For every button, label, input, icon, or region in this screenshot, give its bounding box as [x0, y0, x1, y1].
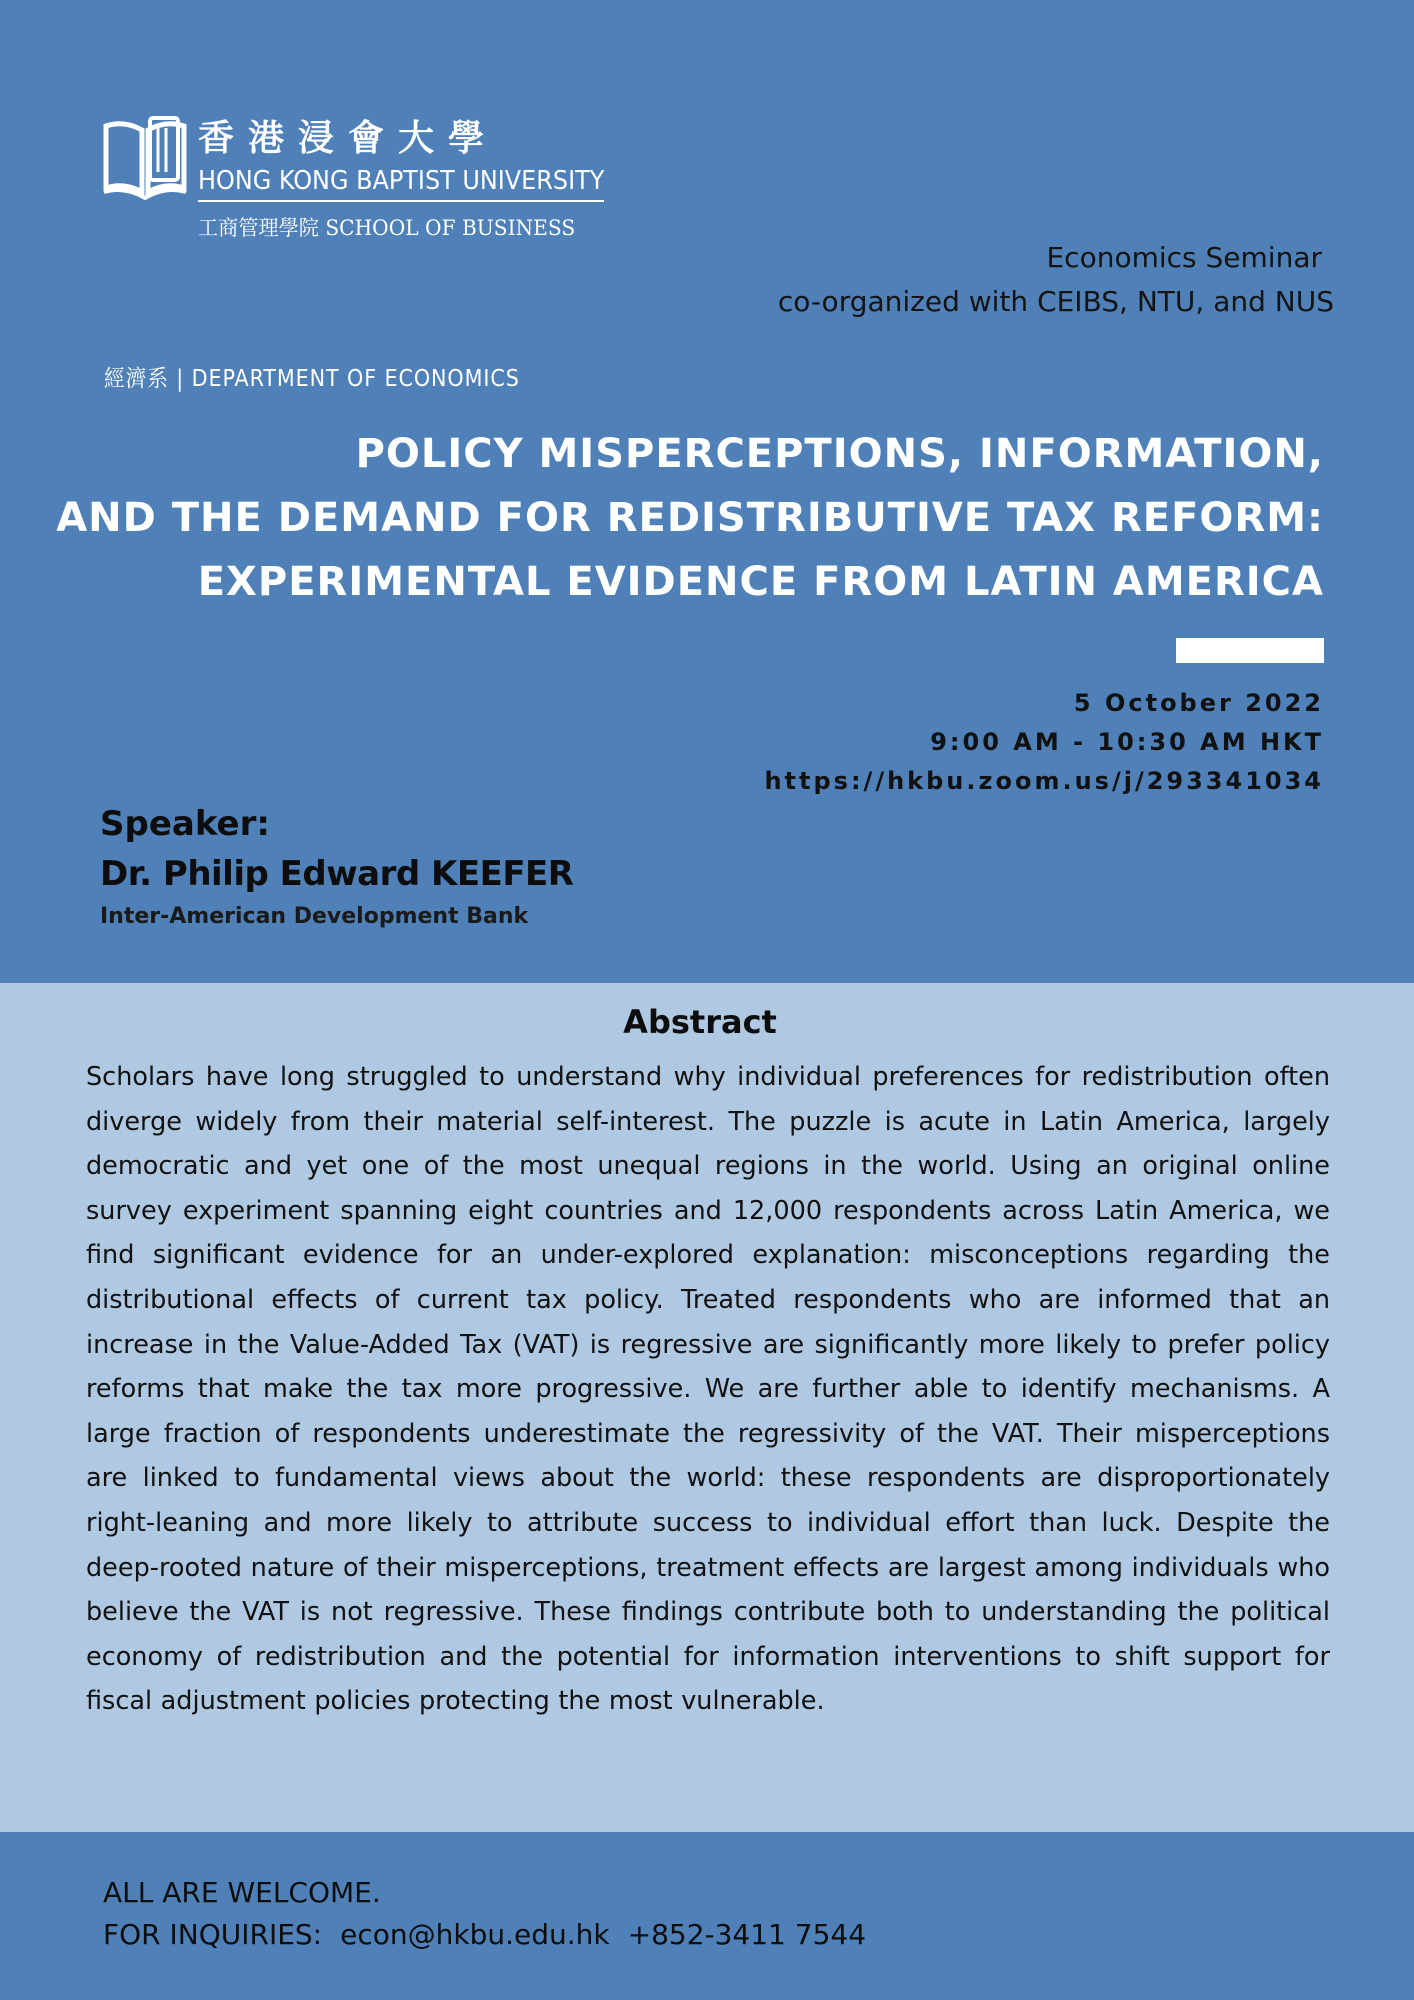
welcome-text: ALL ARE WELCOME.	[103, 1876, 381, 1909]
logo-divider	[198, 200, 604, 202]
contact-phone: +852-3411 7544	[627, 1918, 867, 1951]
speaker-block	[100, 800, 573, 934]
seminar-type: Economics Seminar	[1046, 241, 1322, 274]
event-date: 5 October 2022	[1073, 689, 1324, 717]
inquiries-label: FOR INQUIRIES:	[103, 1918, 323, 1951]
seminar-title	[24, 422, 1324, 614]
event-details	[764, 684, 1324, 801]
footer-text	[103, 1872, 884, 1956]
university-logo	[102, 110, 612, 240]
abstract-section	[0, 983, 1414, 1832]
contact-email[interactable]: econ@hkbu.edu.hk	[340, 1918, 610, 1951]
university-chinese-name: 香港浸會大學	[198, 117, 499, 159]
seminar-coorganizers: co-organized with CEIBS, NTU, and NUS	[777, 285, 1334, 318]
university-english-name: HONG KONG BAPTIST UNIVERSITY	[198, 166, 605, 196]
title-line-2: AND THE DEMAND FOR REDISTRIBUTIVE TAX REFORM:	[56, 495, 1324, 541]
event-time: 9:00 AM - 10:30 AM HKT	[930, 728, 1324, 756]
zoom-link[interactable]: https://hkbu.zoom.us/j/293341034	[764, 767, 1324, 795]
header-section	[0, 0, 1414, 983]
speaker-affiliation: Inter-American Development Bank	[100, 904, 529, 929]
title-line-1: POLICY MISPERCEPTIONS, INFORMATION,	[355, 431, 1324, 477]
seminar-info	[778, 236, 1334, 324]
abstract-heading: Abstract	[623, 1003, 777, 1041]
abstract-text: Scholars have long struggled to understand why individual preferences for redistribution often diverge widely from their material self-interest. The puzzle is acute in Latin America, largely democratic and yet one of the most unequal regions in the world. Using an original online survey experiment spanning eight countries and 12,000 respondents across Latin America, we find significant evidence for an under-explored explanation: misconceptions regarding the distributional effects of current tax policy. Treated respondents who are informed that an increase in the Value-Added Tax (VAT) is regressive are significantly more likely to prefer policy reforms that make the tax more progressive. We are further able to identify mechanisms. A large fraction of respondents underestimate the regressivity of the VAT. Their misperceptions are linked to fundamental views about the world: these respondents are disproportionately right-leaning and more likely to attribute success to individual effort than luck. Despite the deep-rooted nature of their misperceptions, treatment effects are largest among individuals who believe the VAT is not regressive. These findings contribute both to understanding the political economy of redistribution and the potential for information interventions to shift support for fiscal adjustment policies protecting the most vulnerable.	[86, 1062, 1330, 1717]
book-emblem-icon	[102, 112, 188, 200]
speaker-label: Speaker:	[100, 804, 270, 844]
title-line-3: EXPERIMENTAL EVIDENCE FROM LATIN AMERICA	[197, 559, 1324, 605]
speaker-name: Dr. Philip Edward KEEFER	[100, 854, 574, 894]
footer	[0, 1832, 1414, 2000]
title-accent-bar	[1176, 638, 1324, 663]
inquiries-line	[103, 1914, 884, 1956]
department-label: 經濟系 | DEPARTMENT OF ECONOMICS	[104, 366, 520, 392]
school-name: 工商管理學院 SCHOOL OF BUSINESS	[198, 216, 576, 240]
